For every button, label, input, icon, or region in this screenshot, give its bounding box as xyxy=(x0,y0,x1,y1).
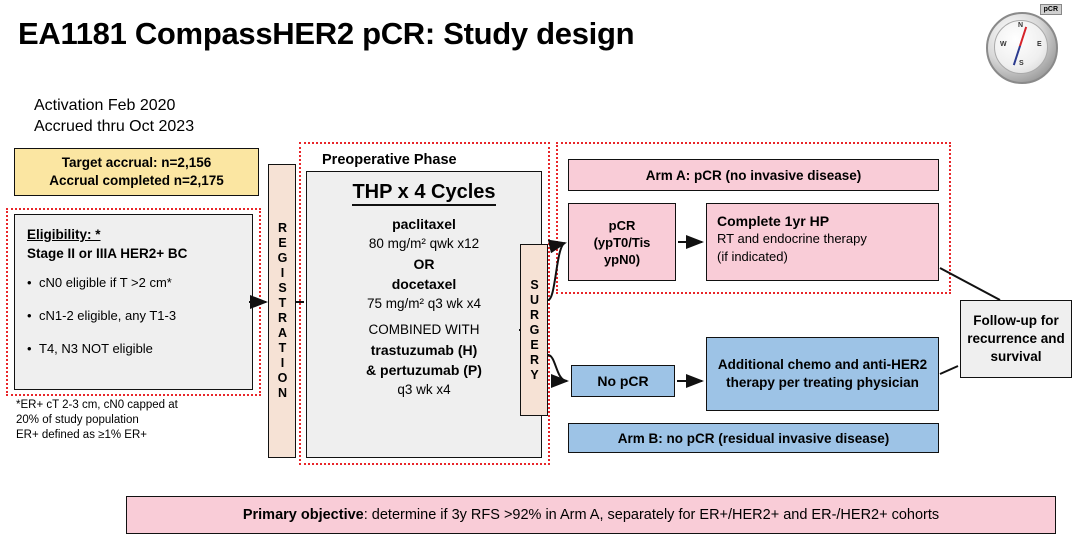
arm-a-treatment-line-2: (if indicated) xyxy=(717,249,788,264)
page-title: EA1181 CompassHER2 pCR: Study design xyxy=(18,16,635,51)
accrual-box xyxy=(14,148,259,196)
eligibility-bullet: • cN0 eligible if T >2 cm* xyxy=(27,273,240,292)
target-accrual-text: Target accrual: n=2,156 xyxy=(61,155,212,170)
surgery-bar xyxy=(520,244,548,416)
registration-label: REGISTRATION xyxy=(275,221,290,401)
regimen-line: COMBINED WITH xyxy=(368,322,480,337)
followup-box: Follow-up for recurrence and survival xyxy=(960,300,1072,378)
regimen-line: docetaxel xyxy=(391,276,457,292)
compass-logo-icon xyxy=(978,4,1064,84)
compass-letter-s: S xyxy=(1019,60,1024,67)
footnote-line-3: ER+ defined as ≥1% ER+ xyxy=(16,429,147,441)
arm-a-header: Arm A: pCR (no invasive disease) xyxy=(568,159,939,191)
activation-line-1: Activation Feb 2020 xyxy=(34,97,176,114)
regimen-line: OR xyxy=(413,256,435,272)
primary-objective-text: : determine if 3y RFS >92% in Arm A, separately for ER+/HER2+ and ER-/HER2+ cohorts xyxy=(363,507,940,523)
compass-letter-w: W xyxy=(1000,41,1007,48)
primary-objective-banner xyxy=(126,496,1056,534)
arm-a-treatment-line-1: RT and endocrine therapy xyxy=(717,231,867,246)
eligibility-bullet: • cN1-2 eligible, any T1-3 xyxy=(27,306,240,325)
regimen-title: THP x 4 Cycles xyxy=(352,182,495,206)
accrual-completed-text: Accrual completed n=2,175 xyxy=(49,173,224,188)
regimen-line: & pertuzumab (P) xyxy=(366,362,482,378)
pcr-definition-box xyxy=(568,203,676,281)
footnote-line-2: 20% of study population xyxy=(16,414,139,426)
arm-b-header: Arm B: no pCR (residual invasive disease) xyxy=(568,423,939,453)
logo-badge: pCR xyxy=(1040,4,1062,15)
regimen-line: 80 mg/m² qwk x12 xyxy=(368,236,480,251)
surgery-label: SURGERY xyxy=(527,277,542,383)
eligibility-footnote xyxy=(16,398,266,443)
arm-a-treatment-title: Complete 1yr HP xyxy=(717,213,830,229)
eligibility-subheading: Stage II or IIIA HER2+ BC xyxy=(27,246,188,261)
activation-line-2: Accrued thru Oct 2023 xyxy=(34,118,195,135)
preoperative-regimen-box xyxy=(306,171,542,458)
pcr-line-1: pCR xyxy=(608,217,636,233)
regimen-line: 75 mg/m² q3 wk x4 xyxy=(366,296,482,311)
regimen-line: q3 wk x4 xyxy=(397,382,451,397)
pcr-line-2: (ypT0/Tis xyxy=(593,234,651,250)
regimen-line: paclitaxel xyxy=(392,216,456,232)
pcr-line-3: ypN0) xyxy=(603,251,641,267)
compass-letter-n: N xyxy=(1018,22,1024,29)
preoperative-phase-label: Preoperative Phase xyxy=(322,152,457,168)
no-pcr-box: No pCR xyxy=(571,365,675,397)
activation-dates xyxy=(34,95,194,137)
primary-objective-label: Primary objective xyxy=(242,507,364,523)
compass-letter-e: E xyxy=(1037,41,1042,48)
eligibility-heading: Eligibility: * xyxy=(27,227,101,242)
eligibility-bullet: • T4, N3 NOT eligible xyxy=(27,339,240,358)
registration-bar xyxy=(268,164,296,458)
regimen-line: trastuzumab (H) xyxy=(370,342,478,358)
footnote-line-1: *ER+ cT 2-3 cm, cN0 capped at xyxy=(16,399,178,411)
arm-a-treatment-box xyxy=(706,203,939,281)
arm-b-treatment-box: Additional chemo and anti-HER2 therapy per treating physician xyxy=(706,337,939,411)
eligibility-box xyxy=(14,214,253,390)
